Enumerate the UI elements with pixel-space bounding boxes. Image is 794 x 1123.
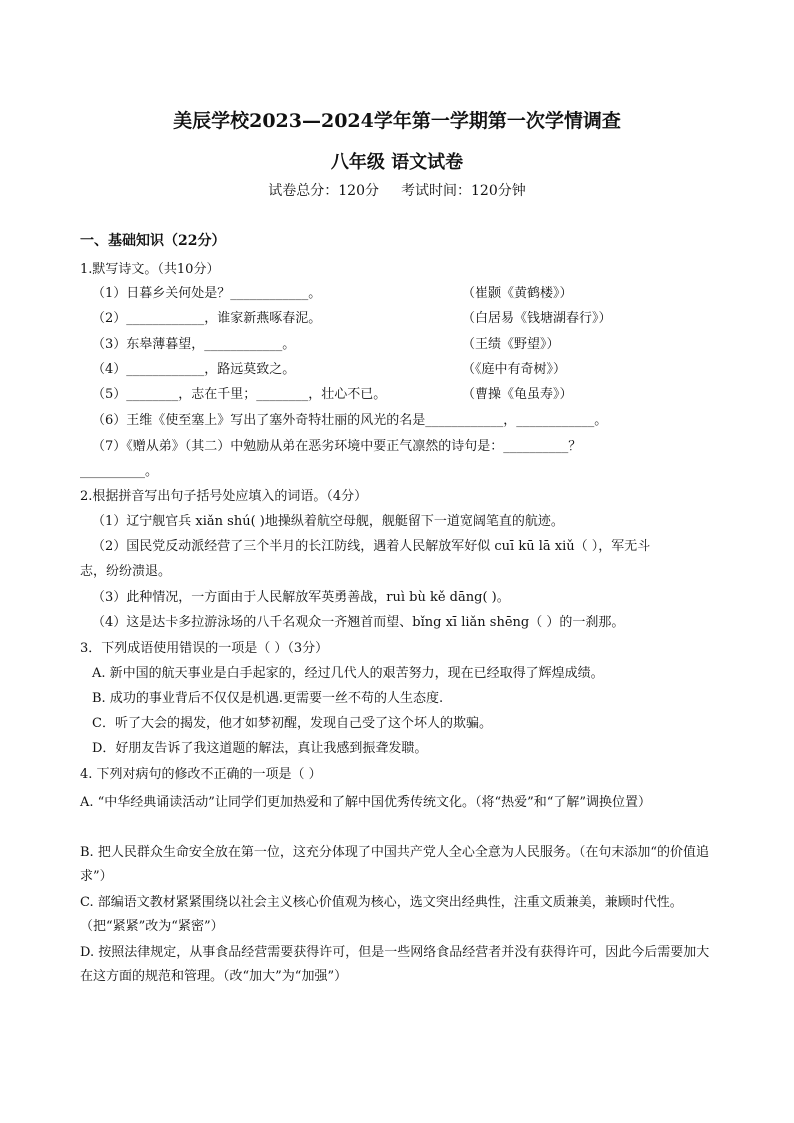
q1-item-4: （4）____________，路远莫致之。	[92, 362, 296, 377]
q1-item-1-source: （崔颢《黄鹤楼》）	[462, 286, 573, 301]
q2-title: 2.根据拼音写出句子括号处应填入的词语。（4分）	[80, 489, 368, 504]
q1-item-2-source: （白居易《钱塘湖春行》）	[462, 311, 612, 326]
q1-item-5: （5）________，志在千里；________，壮心不已。	[92, 387, 387, 402]
q1-item-6: （6）王维《使至塞上》写出了塞外奇特壮丽的风光的名是____________，____________。	[92, 413, 608, 428]
exam-info	[0, 180, 794, 200]
q4-option-b: B. 把人民群众生命安全放在第一位，这充分体现了中国共产党人全心全意为人民服务。（在句末添加“的价值追求”）	[80, 845, 709, 884]
q3-title: 3．下列成语使用错误的一项是（ ）（3分）	[80, 641, 329, 656]
q3-option-d: D．好朋友告诉了我这道题的解法，真让我感到振聋发聩。	[92, 741, 428, 756]
q1-item-3-source: （王绩《野望》）	[462, 337, 560, 352]
q4-title: 4. 下列对病句的修改不正确的一项是（ ）	[80, 767, 322, 782]
q1-item-4-source: （《庭中有奇树》）	[462, 362, 567, 377]
q1-item-1: （1）日暮乡关何处是？____________。	[92, 286, 322, 301]
q4-option-d: D. 按照法律规定，从事食品经营需要获得许可，但是一些网络食品经营者并没有获得许可，因此今后需要加大在这方面的规范和管理。（改“加大”为“加强”）	[80, 945, 710, 984]
grade-subject-title: 八年级 语文试卷	[330, 152, 464, 173]
q1-item-5-source: （曹操《龟虽寿》）	[462, 387, 573, 402]
exam-time: 考试时间：120分钟	[401, 183, 526, 199]
q1-title: 1.默写诗文。（共10分）	[80, 262, 220, 277]
q2-line-2: （2）国民党反动派经营了三个半月的长江防线，遇着人民解放军好似 cuī kū lā xiǔ（ ），军无斗	[92, 539, 651, 554]
q1-item-7-cont: __________。	[80, 464, 159, 479]
q2-line-1: （1）辽宁舰官兵 xiǎn shú( )地操纵着航空母舰，舰艇留下一道宽阔笔直的航迹。	[92, 514, 564, 529]
school-title: 美辰学校2023—2024学年第一学期第一次学情调查	[173, 110, 621, 132]
q4-option-c: C. 部编语文教材紧紧围绕以社会主义核心价值观为核心，选文突出经典性，注重文质兼美，兼顾时代性。（把“紧紧”改为“紧密”）	[80, 895, 683, 934]
section-title: 一、基础知识（22分）	[80, 233, 226, 249]
q2-line-3: （3）此种情况，一方面由于人民解放军英勇善战，ruì bù kě dāng( )。	[92, 590, 510, 605]
q2-line-4: （4）这是达卡多拉游泳场的八千名观众一齐翘首而望、bǐng xī liǎn shēng（ ）的一刹那。	[92, 615, 625, 630]
q1-item-7: （7）《赠从弟》（其二）中勉励从弟在恶劣环境中要正气凛然的诗句是：__________？	[92, 439, 582, 454]
q1-item-3: （3）东皋薄暮望，____________。	[92, 337, 296, 352]
q3-option-c: C．听了大会的揭发，他才如梦初醒，发现自己受了这个坏人的欺骗。	[92, 716, 492, 731]
q2-line-2-cont: 志，纷纷溃退。	[80, 564, 172, 579]
q3-option-a: A. 新中国的航天事业是白手起家的，经过几代人的艰苦努力，现在已经取得了辉煌成绩。	[92, 666, 604, 681]
q4-option-a: A. “中华经典诵读活动”让同学们更加热爱和了解中国优秀传统文化。（将“热爱”和“了解”调换位置）	[80, 795, 652, 810]
q3-option-b: B. 成功的事业背后不仅仅是机遇.更需要一丝不苟的人生态度.	[92, 691, 444, 706]
q1-item-2: （2）____________，谁家新燕啄春泥。	[92, 311, 322, 326]
total-score: 试卷总分：120分	[268, 183, 379, 199]
